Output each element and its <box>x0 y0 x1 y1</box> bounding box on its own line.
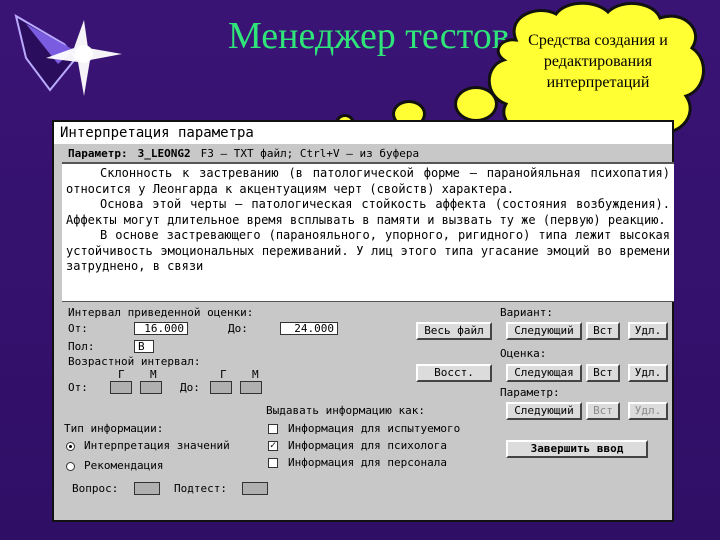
parameter-label: Параметр: <box>68 147 128 160</box>
question-input[interactable] <box>134 482 160 495</box>
subtest-label: Подтест: <box>174 482 227 495</box>
from-input[interactable]: 16.000 <box>134 322 188 335</box>
star-logo-icon <box>6 4 126 100</box>
restore-button[interactable]: Восст. <box>416 364 492 382</box>
delete-variant-button[interactable]: Удл. <box>628 322 668 340</box>
age-interval-label: Возрастной интервал: <box>68 355 201 368</box>
radio-recommendation-label: Рекомендация <box>84 459 164 472</box>
age-from-months-input[interactable] <box>140 381 162 394</box>
insert-parameter-button[interactable]: Вст <box>586 402 620 420</box>
next-variant-button[interactable]: Следующий <box>506 322 582 340</box>
parameter-hint: F3 – TXT файл; Ctrl+V – из буфера <box>200 147 420 160</box>
delete-score-button[interactable]: Удл. <box>628 364 668 382</box>
score-label: Оценка: <box>500 347 547 360</box>
parameter-value: 3_LEONG2 <box>137 147 191 160</box>
subtest-input[interactable] <box>242 482 268 495</box>
parameter-nav-label: Параметр: <box>500 386 560 399</box>
to-input[interactable]: 24.000 <box>280 322 338 335</box>
window-title: Интерпретация параметра <box>54 122 672 144</box>
insert-variant-button[interactable]: Вст <box>586 322 620 340</box>
sex-input[interactable]: В <box>134 340 154 353</box>
check-subject[interactable] <box>268 424 278 434</box>
to-label: До: <box>228 322 248 335</box>
age-to-years-input[interactable] <box>210 381 232 394</box>
callout-text: Средства создания и редактирования интерпретаций <box>528 32 668 91</box>
sex-label: Пол: <box>68 340 95 353</box>
next-score-button[interactable]: Следующая <box>506 364 582 382</box>
age-to-year-unit: Г <box>220 368 227 381</box>
variant-label: Вариант: <box>500 306 553 319</box>
next-parameter-button[interactable]: Следующий <box>506 402 582 420</box>
interpretation-text-area[interactable] <box>62 162 674 302</box>
check-staff[interactable] <box>268 458 278 468</box>
age-from-years-input[interactable] <box>110 381 132 394</box>
check-staff-label: Информация для персонала <box>288 456 447 469</box>
age-to-label: До: <box>180 381 200 394</box>
text-paragraph-2: Основа этой черты – патологическая стойкость аффекта (состояния возбуждения). Аффекты могут длительное время всплывать в памяти и вызвать ту же (первую) реакцию. <box>66 197 670 227</box>
age-to-month-unit: М <box>252 368 259 381</box>
radio-recommendation[interactable] <box>66 462 75 471</box>
interval-label: Интервал приведенной оценки: <box>68 306 254 319</box>
text-paragraph-3: В основе застревающего (паранояльного, упорного, ригидного) типа лежит высокая устойчивость эмоциональных переживаний. У лиц этого типа угасание эмоций во времени затруднено, в связи <box>66 228 670 273</box>
text-paragraph-1: Склонность к застреванию (в патологической форме – паранойяльная психопатия) относится у Леонгарда к акцентуациям черт (свойств) характера. <box>66 166 670 196</box>
from-label: От: <box>68 322 88 335</box>
question-label: Вопрос: <box>72 482 119 495</box>
delete-parameter-button[interactable]: Удл. <box>628 402 668 420</box>
finish-input-button[interactable]: Завершить ввод <box>506 440 648 458</box>
age-from-year-unit: Г <box>118 368 125 381</box>
age-from-label: От: <box>68 381 88 394</box>
radio-interpretation[interactable] <box>66 442 75 451</box>
age-to-months-input[interactable] <box>240 381 262 394</box>
insert-score-button[interactable]: Вст <box>586 364 620 382</box>
parameter-line <box>68 146 419 162</box>
check-psychologist[interactable]: ✓ <box>269 440 277 451</box>
check-subject-label: Информация для испытуемого <box>288 422 461 435</box>
output-as-label: Выдавать информацию как: <box>266 404 425 417</box>
radio-interpretation-label: Интерпретация значений <box>84 439 230 452</box>
slide-title: Менеджер тестов <box>228 15 510 57</box>
interpretation-window <box>52 120 674 522</box>
whole-file-button[interactable]: Весь файл <box>416 322 492 340</box>
check-psychologist-label: Информация для психолога <box>288 439 447 452</box>
info-type-label: Тип информации: <box>64 422 164 435</box>
age-from-month-unit: М <box>150 368 157 381</box>
